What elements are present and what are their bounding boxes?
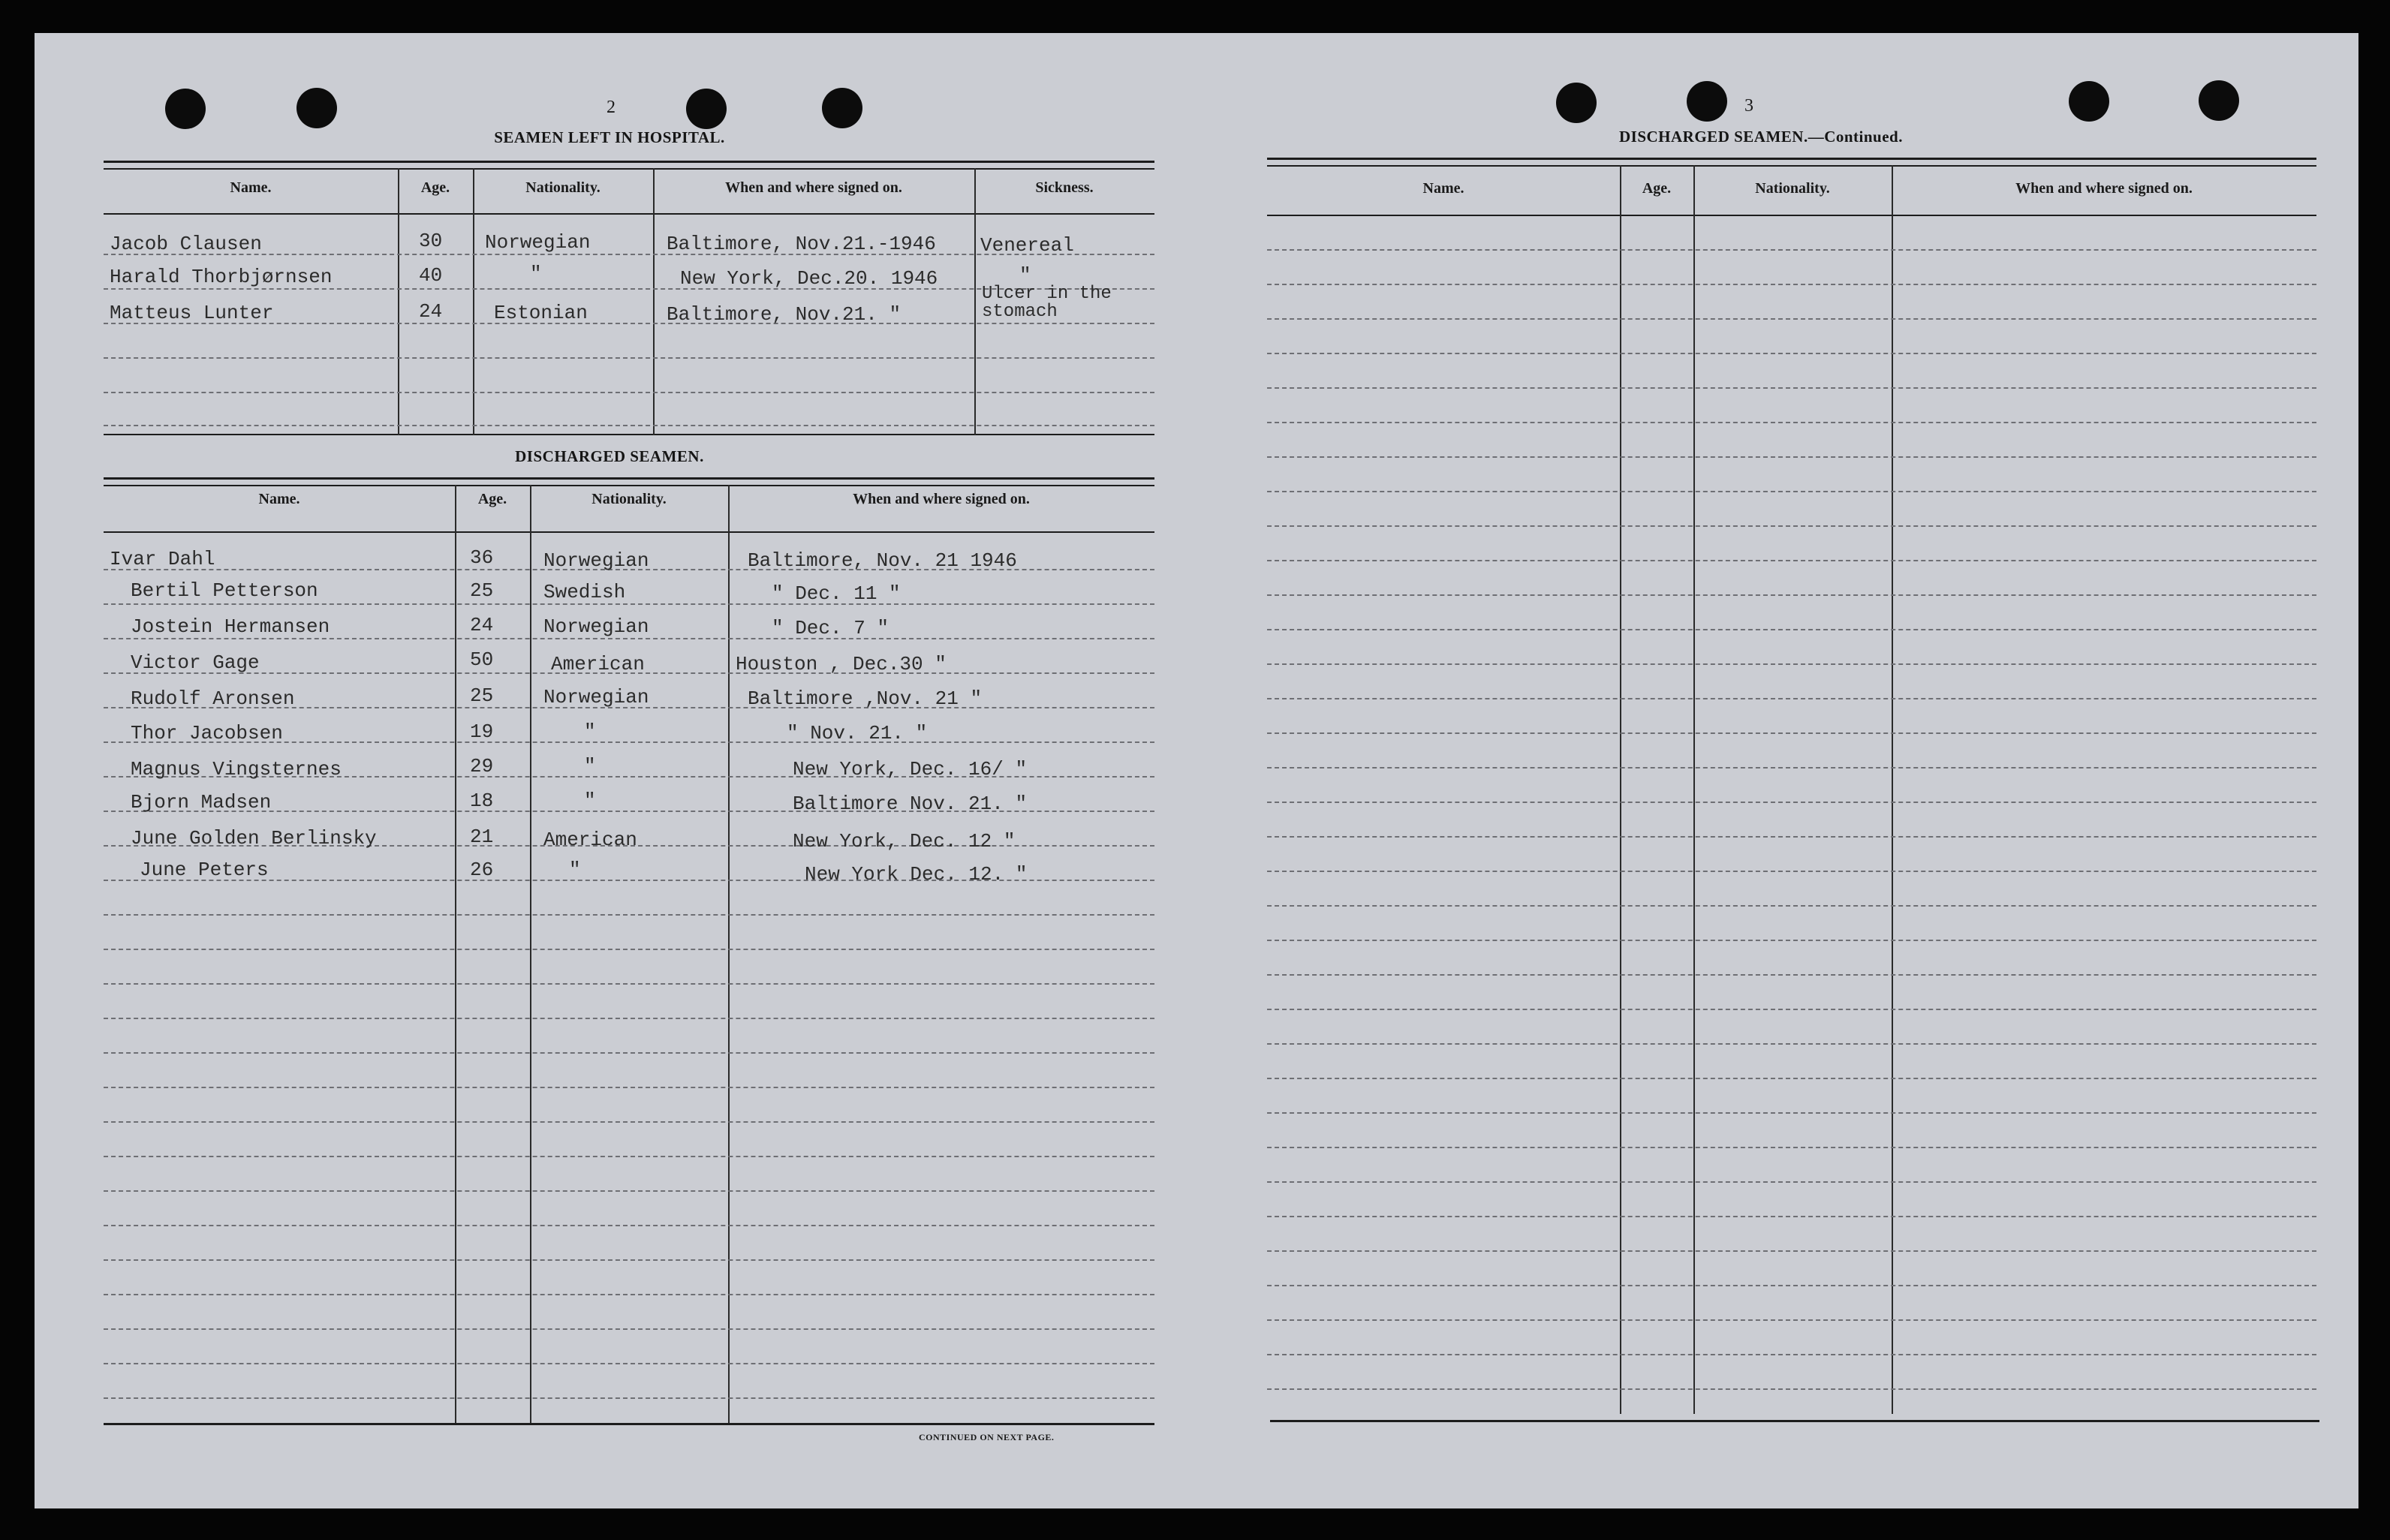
- seaman-name: Bjorn Madsen: [131, 791, 272, 814]
- seaman-signed-on: " Dec. 7 ": [772, 617, 889, 639]
- seaman-signed-on: Baltimore, Nov.21.-1946: [667, 233, 936, 255]
- seaman-name: Magnus Vingsternes: [131, 758, 342, 781]
- punch-hole: [2199, 80, 2239, 121]
- seaman-sickness: ": [1019, 264, 1031, 287]
- hospital-section-title: SEAMEN LEFT IN HOSPITAL.: [494, 128, 725, 146]
- seaman-nationality: Norwegian: [543, 549, 649, 572]
- continued-footnote: CONTINUED ON NEXT PAGE.: [919, 1432, 1055, 1442]
- punch-hole: [1556, 83, 1597, 123]
- seaman-name: June Peters: [140, 859, 269, 881]
- seaman-name: Victor Gage: [131, 651, 260, 674]
- seaman-signed-on: Baltimore ,Nov. 21 ": [748, 687, 983, 710]
- continued-header-age: Age.: [1642, 180, 1672, 197]
- discharged-header-name: Name.: [258, 491, 300, 507]
- seaman-signed-on: " Nov. 21. ": [787, 722, 928, 744]
- seaman-nationality: Norwegian: [543, 686, 649, 708]
- seaman-name: Matteus Lunter: [110, 302, 274, 324]
- hospital-header-nationality: Nationality.: [525, 179, 601, 196]
- seaman-nationality: Estonian: [494, 302, 588, 324]
- hospital-header-age: Age.: [420, 179, 450, 196]
- discharged-header-nationality: Nationality.: [591, 491, 667, 507]
- continued-header-when-where: When and where signed on.: [2015, 180, 2193, 197]
- seaman-signed-on: New York, Dec.20. 1946: [680, 267, 938, 290]
- seaman-name: Harald Thorbjørnsen: [110, 266, 333, 288]
- seaman-nationality: American: [551, 653, 645, 675]
- seaman-name: Ivar Dahl: [110, 548, 215, 570]
- seaman-nationality: ": [584, 790, 596, 812]
- seaman-signed-on: Baltimore Nov. 21. ": [793, 793, 1028, 815]
- seaman-age: 19: [470, 720, 494, 743]
- hospital-header-sickness: Sickness.: [1035, 179, 1094, 196]
- seaman-nationality: ": [584, 720, 596, 743]
- seaman-signed-on: Baltimore, Nov.21. ": [667, 303, 902, 326]
- seaman-age: 18: [470, 790, 494, 812]
- seaman-signed-on: " Dec. 11 ": [772, 582, 901, 605]
- seaman-name: Jostein Hermansen: [131, 615, 330, 638]
- seaman-name: June Golden Berlinsky: [131, 827, 377, 850]
- seaman-age: 21: [470, 826, 494, 848]
- page-number-left: 2: [607, 98, 616, 117]
- hospital-header-name: Name.: [230, 179, 272, 196]
- seaman-signed-on: New York, Dec. 16/ ": [793, 758, 1028, 781]
- seaman-nationality: Norwegian: [485, 231, 591, 254]
- continued-header-nationality: Nationality.: [1755, 180, 1830, 197]
- seaman-nationality: ": [569, 859, 581, 881]
- seaman-age: 40: [419, 264, 443, 287]
- punch-hole: [1687, 81, 1727, 122]
- seaman-nationality: Swedish: [543, 581, 626, 603]
- discharged-header-age: Age.: [477, 491, 507, 507]
- punch-hole: [2069, 81, 2109, 122]
- seaman-age: 25: [470, 579, 494, 602]
- seaman-signed-on: Houston , Dec.30 ": [736, 653, 947, 675]
- seaman-name: Bertil Petterson: [131, 579, 318, 602]
- punch-hole: [296, 88, 337, 128]
- seaman-age: 25: [470, 684, 494, 707]
- seaman-age: 24: [470, 614, 494, 636]
- punch-hole: [822, 88, 862, 128]
- seaman-name: Rudolf Aronsen: [131, 687, 295, 710]
- seaman-nationality: Norwegian: [543, 615, 649, 638]
- seaman-nationality: ": [584, 755, 596, 778]
- document-spread: [35, 33, 2358, 1508]
- seaman-signed-on: New York, Dec. 12 ": [793, 830, 1016, 853]
- seaman-sickness: Venereal: [980, 234, 1074, 257]
- hospital-header-when-where: When and where signed on.: [725, 179, 902, 196]
- seaman-age: 36: [470, 546, 494, 569]
- seaman-name: Thor Jacobsen: [131, 722, 283, 744]
- seaman-name: Jacob Clausen: [110, 233, 262, 255]
- page-number-right: 3: [1744, 96, 1753, 116]
- discharged-continued-title: DISCHARGED SEAMEN.—Continued.: [1619, 128, 1903, 146]
- punch-hole: [686, 89, 727, 129]
- seaman-signed-on: New York Dec. 12. ": [805, 863, 1028, 886]
- seaman-age: 29: [470, 755, 494, 778]
- continued-header-name: Name.: [1422, 180, 1464, 197]
- seaman-age: 30: [419, 230, 443, 252]
- seaman-sickness: Ulcer in the stomach: [982, 284, 1112, 322]
- discharged-section-title: DISCHARGED SEAMEN.: [515, 447, 704, 465]
- seaman-nationality: ": [530, 263, 542, 285]
- seaman-age: 24: [419, 300, 443, 323]
- seaman-age: 50: [470, 648, 494, 671]
- discharged-header-when-where: When and where signed on.: [853, 491, 1030, 507]
- seaman-signed-on: Baltimore, Nov. 21 1946: [748, 549, 1017, 572]
- seaman-nationality: American: [543, 829, 637, 851]
- seaman-age: 26: [470, 859, 494, 881]
- punch-hole: [165, 89, 206, 129]
